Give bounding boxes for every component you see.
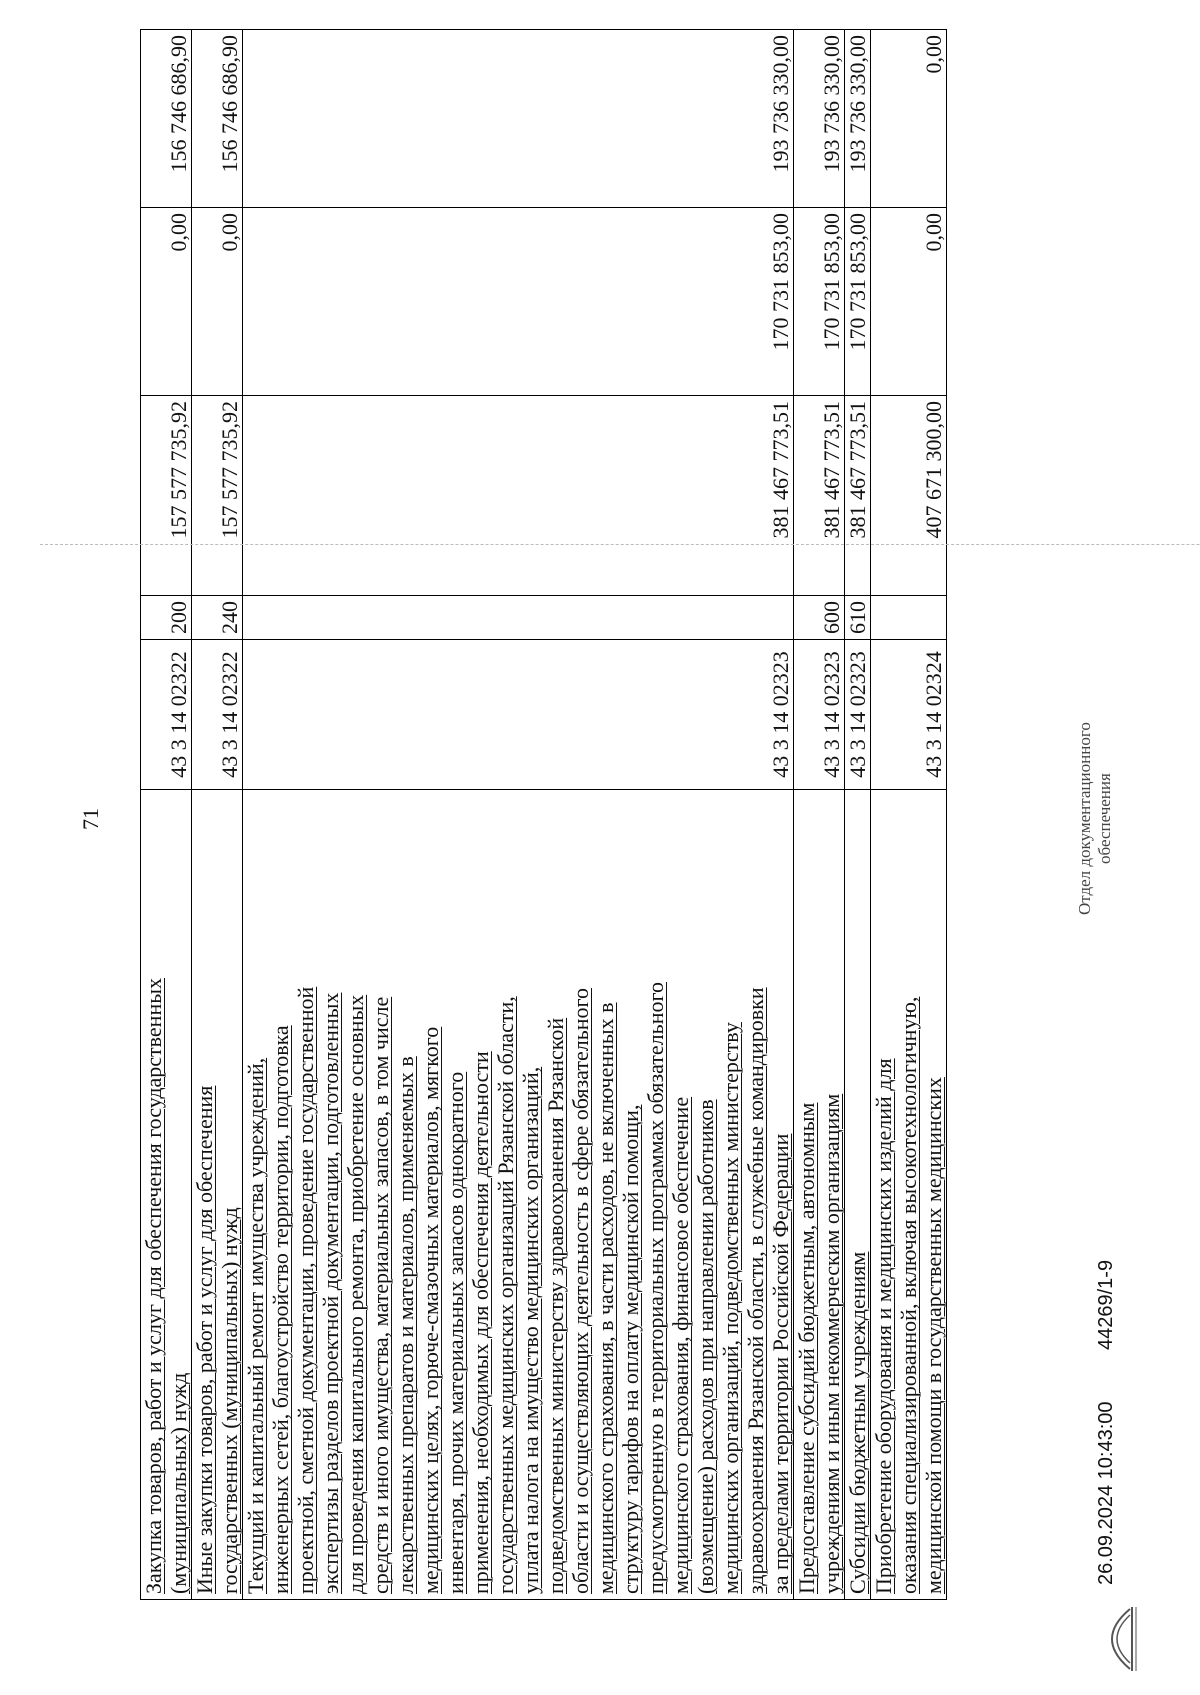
row-name: Предоставление субсидий бюджетным, автономным учреждениям и иным некоммерческим организациям	[794, 790, 845, 1600]
row-value-2: 170 731 853,00	[845, 208, 871, 396]
seal-logo-icon	[1090, 1603, 1140, 1675]
budget-table	[140, 29, 947, 1600]
row-value-1: 157 577 735,92	[192, 396, 243, 596]
scan-edge-line	[40, 538, 1200, 545]
row-name: Текущий и капитальный ремонт имущества учреждений, инженерных сетей, благоустройство территории, подготовка проектной, сметной документации, проведение государственной экспертизы разделов проектной документации, подготовленных для проведения капитального ремонта, приобретение основных средств и иного имущества, материальных запасов, в том числе лекарственных препаратов и материалов, применяемых в медицинских целях, горюче-смазочных материалов, мягкого инвентаря, прочих материальных запасов однократного применения, необходимых для обеспечения деятельности государственных медицинских организаций Рязанской области, уплата налога на имущество медицинских организаций, подведомственных министерству здравоохранения Рязанской области и осуществляющих деятельность в сфере обязательного медицинского страхования, в части расходов, не включенных в структуру тарифов на оплату медицинской помощи, предусмотренную в территориальных программах обязательного медицинского страхования, финансовое обеспечение (возмещение) расходов при направлении работников медицинских организаций, подведомственных министерству здравоохранения Рязанской области, в служебные командировки за пределами территории Российской Федерации	[243, 790, 794, 1600]
row-code: 43 3 14 02323	[243, 640, 794, 790]
row-value-3: 193 736 330,00	[845, 30, 871, 208]
table-row	[794, 30, 845, 1600]
row-name: Приобретение оборудования и медицинских изделий для оказания специализированной, включая высокотехнологичную, медицинской помощи в государственных медицинских	[871, 790, 947, 1600]
row-code: 43 3 14 02322	[192, 640, 243, 790]
row-value-3: 193 736 330,00	[243, 30, 794, 208]
row-expense-type: 610	[845, 596, 871, 640]
row-value-2: 0,00	[871, 208, 947, 396]
footer-department-stamp: Отдел документационного обеспечения	[1075, 722, 1114, 915]
row-code: 43 3 14 02323	[794, 640, 845, 790]
table-row	[845, 30, 871, 1600]
row-value-2: 170 731 853,00	[794, 208, 845, 396]
page-number: 71	[78, 808, 103, 830]
footer-date: 26.09.2024 10:43:00	[1095, 1401, 1117, 1585]
footer-doc-number: 44269/1-9	[1095, 1259, 1117, 1350]
row-value-3: 0,00	[871, 30, 947, 208]
row-expense-type	[243, 596, 794, 640]
table-row	[871, 30, 947, 1600]
row-value-2: 0,00	[192, 208, 243, 396]
row-value-3: 156 746 686,90	[141, 30, 192, 208]
row-value-2: 0,00	[141, 208, 192, 396]
row-code: 43 3 14 02322	[141, 640, 192, 790]
row-expense-type	[871, 596, 947, 640]
row-code: 43 3 14 02323	[845, 640, 871, 790]
row-value-1: 407 671 300,00	[871, 396, 947, 596]
row-value-1: 157 577 735,92	[141, 396, 192, 596]
row-expense-type: 240	[192, 596, 243, 640]
row-expense-type: 600	[794, 596, 845, 640]
row-value-1: 381 467 773,51	[243, 396, 794, 596]
row-value-2: 170 731 853,00	[243, 208, 794, 396]
row-code: 43 3 14 02324	[871, 640, 947, 790]
row-value-3: 156 746 686,90	[192, 30, 243, 208]
row-expense-type: 200	[141, 596, 192, 640]
table-row	[141, 30, 192, 1600]
row-value-1: 381 467 773,51	[845, 396, 871, 596]
row-name: Закупка товаров, работ и услуг для обеспечения государственных (муниципальных) нужд	[141, 790, 192, 1600]
table-row	[243, 30, 794, 1600]
row-name: Иные закупки товаров, работ и услуг для обеспечения государственных (муниципальных) нужд	[192, 790, 243, 1600]
row-value-3: 193 736 330,00	[794, 30, 845, 208]
row-value-1: 381 467 773,51	[794, 396, 845, 596]
table-row	[192, 30, 243, 1600]
row-name: Субсидии бюджетным учреждениям	[845, 790, 871, 1600]
